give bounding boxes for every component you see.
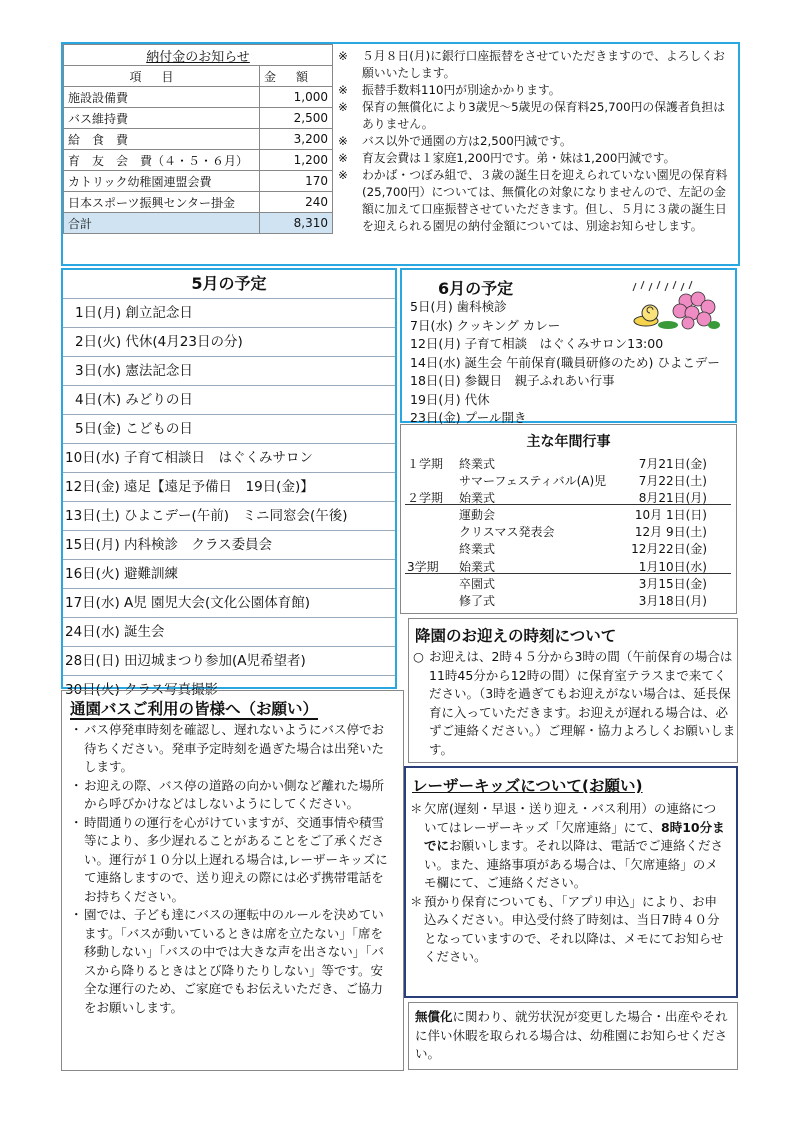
note-mark: ※ <box>338 134 348 148</box>
fee-item: 育 友 会 費（４・５・６月） <box>64 150 260 171</box>
annual-row <box>405 506 731 523</box>
may-row: 17日(水) A児 園児大会(文化公園体育館) <box>63 588 395 617</box>
annual-events-box <box>400 424 737 614</box>
fee-amount: 170 <box>259 171 332 192</box>
june-row: 12日(月) 子育て相談 はぐくみサロン13:00 <box>410 336 664 351</box>
fee-row <box>64 108 333 129</box>
pickup-text: お迎えは、2時４５分から3時の間（午前保育の場合は11時45分から12時の間）に保育室テラスまで来てください。（3時を過ぎてもお迎えがない場合は、延長保育に入っていただきます。お迎えが遅れる場合は、必ずご連絡ください。）ご理解・協力よろしくお願いします。 <box>429 649 736 757</box>
laser-item <box>410 893 728 967</box>
note-mark: ※ <box>338 151 348 165</box>
fee-row <box>64 192 333 213</box>
may-row: 1日(月) 創立記念日 <box>63 298 395 327</box>
fee-amount: 1,000 <box>259 87 332 108</box>
laser-kids-box <box>404 766 738 998</box>
fee-note <box>338 150 734 167</box>
fee-title: 納付金のお知らせ <box>146 49 250 65</box>
fee-header-amount: 金額 <box>259 66 332 87</box>
bullet-mark: ・ <box>70 777 83 793</box>
fee-row <box>64 129 333 150</box>
laser-item <box>410 800 728 893</box>
annual-date: 1月10日(水) <box>638 560 707 574</box>
annual-event: 修了式 <box>459 594 496 608</box>
fee-header-item: 項目 <box>64 66 260 87</box>
fee-amount: 3,200 <box>259 129 332 150</box>
fee-item: 日本スポーツ振興センター掛金 <box>64 192 260 213</box>
bus-item <box>70 814 390 907</box>
fee-note <box>338 48 734 82</box>
annual-event: 始業式 <box>459 491 496 505</box>
bus-title: 通園バスご利用の皆様へ（お願い） <box>70 700 319 718</box>
annual-row <box>405 455 731 472</box>
fee-note-text: 振替手数料110円が別途かかります。 <box>362 83 561 97</box>
mushou-text: に関わり、就労状況が変更した場合・出産やそれに伴い休暇を取られる場合は、幼稚園にお知らせください。 <box>415 1009 728 1061</box>
annual-event: 始業式 <box>459 560 496 574</box>
bullet-mark: ・ <box>70 907 83 922</box>
fee-note-text: バス以外で通園の方は2,500円減です。 <box>362 134 572 148</box>
fee-item: 給 食 費 <box>64 129 260 150</box>
annual-date: 7月22日(土) <box>638 474 707 488</box>
annual-date: 3月15日(金) <box>638 577 707 591</box>
pickup-title: 降園のお迎えの時刻について <box>415 627 617 645</box>
annual-row <box>405 592 731 609</box>
annual-term: ２学期 <box>407 491 444 505</box>
laser-title: レーザーキッズについて(お願い) <box>412 777 643 795</box>
fee-note-text: 育友会費は１家庭1,200円です。弟・妹は1,200円減です。 <box>362 151 676 165</box>
annual-date: 12月22日(金) <box>631 542 707 556</box>
may-schedule-box <box>61 268 397 698</box>
fee-note-text: ５月８日(月)に銀行口座振替をさせていただきますので、よろしくお願いいたします。 <box>362 49 725 80</box>
mushou-bold: 無償化 <box>415 1009 453 1024</box>
may-row: 2日(火) 代休(4月23日の分) <box>63 327 395 356</box>
fee-note <box>338 99 734 133</box>
annual-event: クリスマス発表会 <box>459 525 555 539</box>
bus-text: バス停発車時刻を確認し、遅れないようにバス停でお待ちください。発車予定時刻を過ぎた場合は出発いたします。 <box>84 722 385 774</box>
bus-item <box>70 906 390 1017</box>
note-mark: ※ <box>338 100 348 114</box>
june-row: 5日(月) 歯科検診 <box>410 299 507 314</box>
fee-amount: 2,500 <box>259 108 332 129</box>
fee-note <box>338 82 734 99</box>
annual-date: 12月 9日(土) <box>634 525 707 539</box>
may-row: 12日(金) 遠足【遠足予備日 19日(金)】 <box>63 472 395 501</box>
snail-flower-icon <box>628 279 720 333</box>
bus-notice-box <box>61 690 404 1071</box>
fee-row <box>64 87 333 108</box>
note-mark: ※ <box>338 168 348 182</box>
asterisk-mark: ＊ <box>410 801 423 816</box>
note-mark: ※ <box>338 83 348 97</box>
bullet-mark: ・ <box>70 814 83 830</box>
annual-date: 3月18日(月) <box>638 594 707 608</box>
fee-row <box>64 171 333 192</box>
fee-item: 施設設備費 <box>64 87 260 108</box>
may-row: 5日(金) こどもの日 <box>63 414 395 443</box>
annual-event: サマーフェスティバル(A)児 <box>459 474 607 488</box>
annual-date: 7月21日(金) <box>638 457 707 471</box>
fee-note <box>338 133 734 150</box>
may-row: 30日(火) クラス写真撮影 <box>63 675 395 704</box>
fee-total-row <box>64 213 333 234</box>
may-row: 3日(水) 憲法記念日 <box>63 356 395 385</box>
pickup-time-box <box>408 618 738 763</box>
term-divider <box>405 573 731 574</box>
may-row: 10日(水) 子育て相談日 はぐくみサロン <box>63 443 395 472</box>
annual-event: 卒園式 <box>459 577 496 591</box>
annual-term: １学期 <box>407 457 444 471</box>
note-mark: ※ <box>338 49 348 63</box>
laser-text: 預かり保育についても、「アプリ申込」により、お申込みください。申込受付終了時刻は、当日7時４０分となっていますので、それ以降は、メモにてお知らせください。 <box>424 893 724 964</box>
laser-text: お願いします。それ以降は、電話でご連絡ください。また、連絡事項がある場合は、「欠席連絡」のメモ欄にて、ご連絡ください。 <box>424 838 724 890</box>
june-row: 7日(水) クッキング カレー <box>410 317 561 333</box>
bus-item <box>70 777 390 814</box>
fee-note-text: わかば・つぼみ組で、３歳の誕生日を迎えられていない園児の保育料(25,700円）については、無償化の対象になりませんので、左記の金額に加えて口座振替させていただきます。但し、５月に３歳の誕生日を迎えられる園児の納付金額については、別途お知らせします。 <box>362 168 728 233</box>
fee-note-text: 保育の無償化により3歳児～5歳児の保育料25,700円の保護者負担はありません。 <box>362 100 726 131</box>
annual-row <box>405 540 731 557</box>
may-row: 13日(土) ひよこデー(午前) ミニ同窓会(午後) <box>63 501 395 530</box>
fee-notes <box>338 48 734 235</box>
may-row: 28日(日) 田辺城まつり参加(A児希望者) <box>63 646 395 675</box>
annual-event: 運動会 <box>459 508 496 522</box>
fees-notice-box <box>61 42 740 266</box>
fee-item: バス維持費 <box>64 108 260 129</box>
circle-mark: ○ <box>413 649 424 664</box>
annual-row <box>405 575 731 592</box>
annual-event: 終業式 <box>459 542 496 556</box>
annual-title: 主な年間行事 <box>526 434 611 450</box>
bus-text: お迎えの際、バス停の道路の向かい側など離れた場所から呼びかけなどはしないようにしてください。 <box>84 777 385 811</box>
bus-text: 時間通りの運行を心がけていますが、交通事情や積雪等により、多少遅れることがあることをご了承ください。運行が１０分以上遅れる場合は,レーザーキッズにて連絡しますので、送り迎えの際には必ず携帯電話をお持ちください。 <box>84 814 388 904</box>
june-row: 14日(水) 誕生会 午前保育(職員研修のため) ひよこデー <box>410 354 720 370</box>
may-row: 4日(木) みどりの日 <box>63 385 395 414</box>
may-row: 16日(火) 避難訓練 <box>63 559 395 588</box>
june-row: 18日(日) 参観日 親子ふれあい行事 <box>410 373 615 388</box>
free-education-notice <box>408 1002 738 1070</box>
bullet-mark: ・ <box>70 722 83 737</box>
fee-amount: 1,200 <box>259 150 332 171</box>
laser-text: 欠席(遅刻・早退・送り迎え・バス利用）の連絡についてはレーザーキッズ「欠席連絡」にて、 <box>424 801 717 835</box>
laser-deadline: 8時10分までに <box>424 819 725 853</box>
annual-date: 10月 1日(日) <box>634 508 707 522</box>
june-title: 6月の予定 <box>438 279 514 298</box>
june-row: 23日(金) プール開き <box>410 410 527 425</box>
annual-row <box>405 523 731 540</box>
annual-event: 終業式 <box>459 457 496 471</box>
fee-total-label: 合計 <box>64 213 260 234</box>
bus-item <box>70 721 390 777</box>
asterisk-mark: ＊ <box>410 893 423 909</box>
bus-text: 園では、子ども達にバスの運転中のルールを決めています。「バスが動いているときは席を立たない」「席を移動しない」「バスの中では大きな声を出さない」「バスから降りるときはとび降りたりしない」等です。安全な運行のため、ご家庭でもお伝えいただき、ご協力をお願いします。 <box>84 907 385 1015</box>
fee-amount: 240 <box>259 192 332 213</box>
fee-table <box>63 44 333 234</box>
may-row: 24日(水) 誕生会 <box>63 617 395 646</box>
annual-term: 3学期 <box>407 560 439 574</box>
fee-item: カトリック幼稚園連盟会費 <box>64 171 260 192</box>
may-row: 15日(月) 内科検診 クラス委員会 <box>63 530 395 559</box>
fee-row <box>64 150 333 171</box>
may-title: 5月の予定 <box>191 274 267 293</box>
june-row: 19日(月) 代休 <box>410 391 490 407</box>
fee-total-amount: 8,310 <box>259 213 332 234</box>
annual-date: 8月21日(月) <box>638 491 707 505</box>
annual-row <box>405 472 731 489</box>
term-divider <box>405 504 731 505</box>
fee-note <box>338 167 734 235</box>
